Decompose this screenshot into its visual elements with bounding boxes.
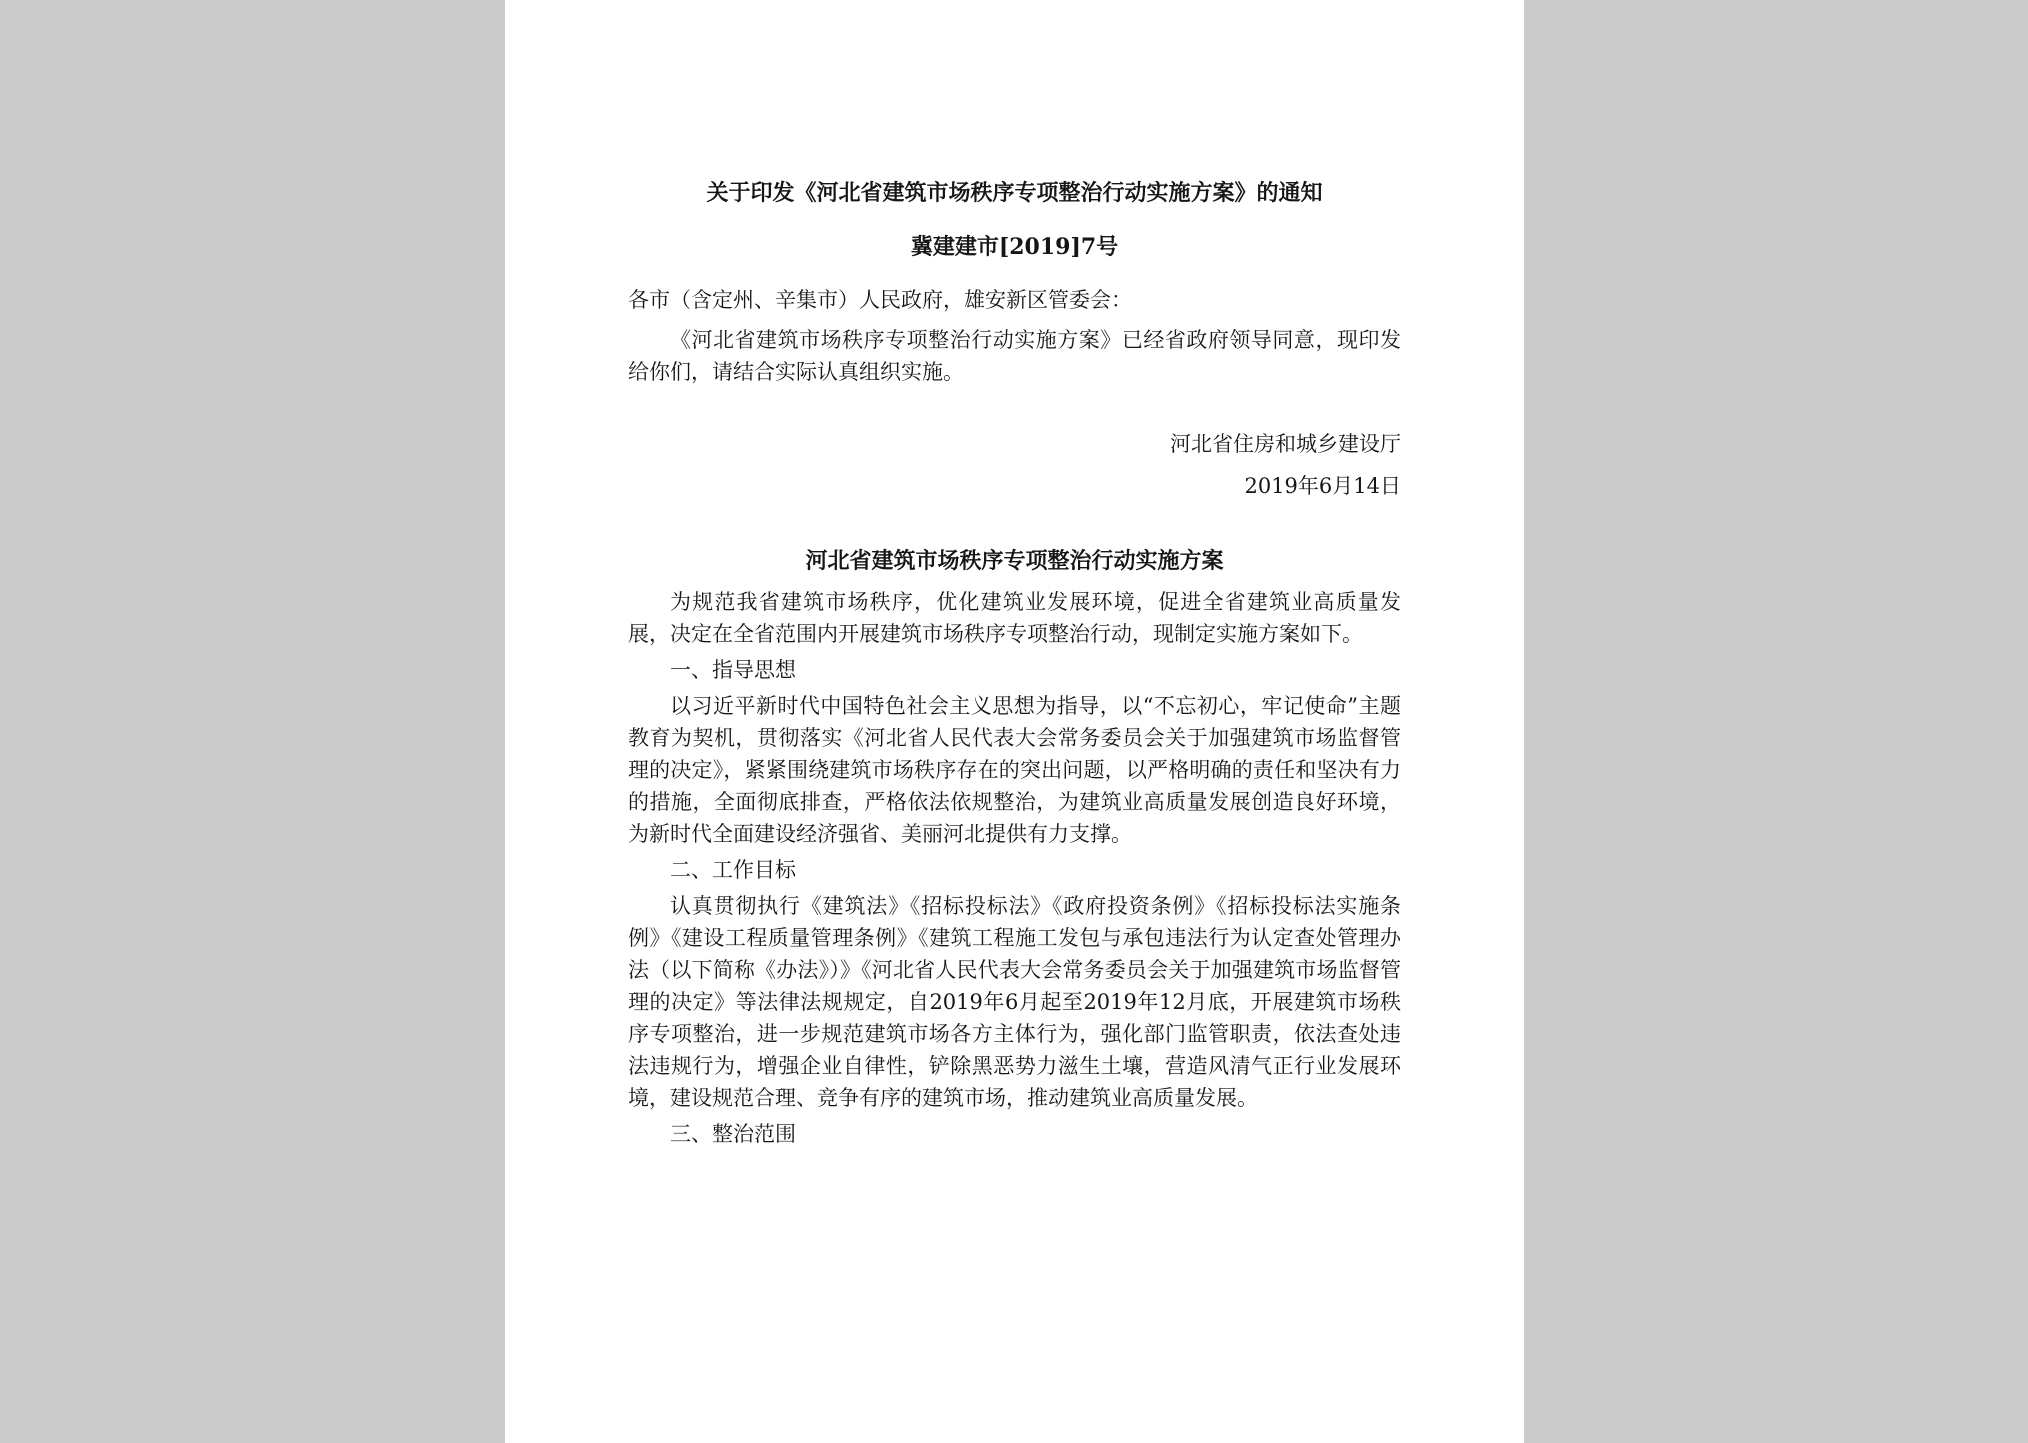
document-page bbox=[505, 0, 1524, 1443]
section-body-guiding-ideology: 以习近平新时代中国特色社会主义思想为指导，以“不忘初心，牢记使命”主题教育为契机，贯彻落实《河北省人民代表大会常务委员会关于加强建筑市场监督管理的决定》，紧紧围绕建筑市场秩序存在的突出问题，以严格明确的责任和坚决有力的措施，全面彻底排查，严格依法依规整治，为建筑业高质量发展创造良好环境，为新时代全面建设经济强省、美丽河北提供有力支撑。 bbox=[628, 694, 1401, 846]
section-body-work-goals: 认真贯彻执行《建筑法》《招标投标法》《政府投资条例》《招标投标法实施条例》《建设工程质量管理条例》《建筑工程施工发包与承包违法行为认定查处管理办法（以下简称《办法》）》《河北省人民代表大会常务委员会关于加强建筑市场监督管理的决定》等法律法规规定，自2019年6月起至2019年12月底，开展建筑市场秩序专项整治，进一步规范建筑市场各方主体行为，强化部门监管职责，依法查处违法违规行为，增强企业自律性，铲除黑恶势力滋生土壤，营造风清气正行业发展环境，建设规范合理、竞争有序的建筑市场，推动建筑业高质量发展。 bbox=[628, 894, 1401, 1110]
page-content bbox=[628, 176, 1401, 1150]
notice-body: 《河北省建筑市场秩序专项整治行动实施方案》已经省政府领导同意，现印发给你们，请结合实际认真组织实施。 bbox=[628, 328, 1401, 384]
issuer-signature: 河北省住房和城乡建设厅 bbox=[1170, 432, 1401, 456]
notice-title: 关于印发《河北省建筑市场秩序专项整治行动实施方案》的通知 bbox=[706, 180, 1323, 206]
issue-date: 2019年6月14日 bbox=[1244, 474, 1401, 498]
plan-intro: 为规范我省建筑市场秩序，优化建筑业发展环境，促进全省建筑业高质量发展，决定在全省范围内开展建筑市场秩序专项整治行动，现制定实施方案如下。 bbox=[628, 590, 1401, 646]
document-number: 冀建建市[2019]7号 bbox=[910, 234, 1119, 260]
section-heading-work-goals: 二、工作目标 bbox=[670, 858, 796, 882]
section-heading-guiding-ideology: 一、指导思想 bbox=[670, 658, 796, 682]
plan-title: 河北省建筑市场秩序专项整治行动实施方案 bbox=[805, 548, 1224, 574]
salutation: 各市（含定州、辛集市）人民政府，雄安新区管委会： bbox=[628, 288, 1132, 312]
section-heading-scope: 三、整治范围 bbox=[670, 1122, 796, 1146]
